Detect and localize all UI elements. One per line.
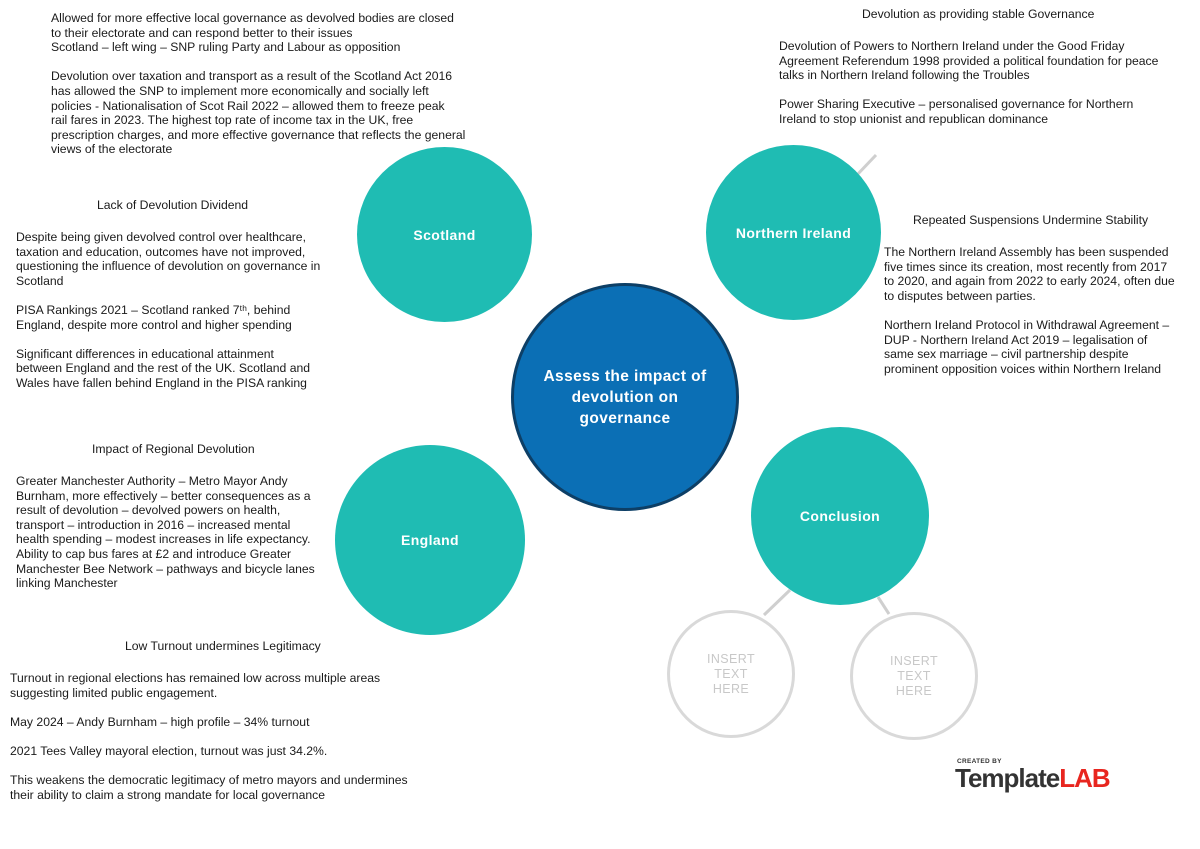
- stable-governance-heading: Devolution as providing stable Governance: [862, 7, 1095, 21]
- england-node: [335, 445, 525, 635]
- templatelab-logo: [955, 758, 1135, 798]
- turnout-body-text: Turnout in regional elections has remained low across multiple areas suggesting limited public engagement. May 2024 – Andy Burnham – high profile – 34% turnout 2021 Tees Valley mayoral election, turnout was just 34.2%. This weakens the democratic legitimacy of metro mayors and undermines their ability to claim a strong mandate for local governance: [10, 671, 408, 802]
- scotland-intro-text: Allowed for more effective local governance as devolved bodies are closed to their electorate and can respond better to their issues Scotland – left wing – SNP ruling Party and Labour as opposition Devolution over taxation and transport as a result of the Scotland Act 2016 has allowed the SNP to implement more economically and socially left policies - Nationalisation of Scot Rail 2022 – allowed them to freeze peak rail fares in 2023. The highest top rate of income tax in the UK, free prescription charges, and more effective governance that reflects the general views of the electorate: [51, 11, 466, 157]
- central-topic-label: Assess the impact of devolution on governance: [543, 367, 707, 427]
- logo-created-by: CREATED BY: [957, 758, 1002, 765]
- turnout-heading: Low Turnout undermines Legitimacy: [125, 639, 321, 653]
- dividend-heading: Lack of Devolution Dividend: [97, 198, 249, 212]
- conclusion-node: [751, 427, 929, 605]
- suspension-body-text: The Northern Ireland Assembly has been suspended five times since its creation, most recently from 2017 to 2020, and again from 2022 to early 2024, often due to disputes between parties. Northern Ireland Protocol in Withdrawal Agreement – DUP - Northern Ireland Act 2019 – legalisation of same sex marriage – civil partnership despite prominent opposition voices within Northern Ireland: [884, 245, 1175, 376]
- northern-ireland-node-label: Northern Ireland: [735, 224, 852, 241]
- stable-governance-body-text: Devolution of Powers to Northern Ireland under the Good Friday Agreement Referendum 1998 provided a political foundation for peace talks in Northern Ireland following the Troubles Power Sharing Executive – personalised governance for Northern Ireland to stop unionist and republican dominance: [779, 39, 1159, 126]
- placeholder-node-right: [850, 612, 978, 740]
- logo-template-text: Template: [955, 763, 1060, 793]
- logo-wordmark: [955, 763, 1110, 794]
- dividend-body-text: Despite being given devolved control over healthcare, taxation and education, outcomes have not improved, questioning the influence of devolution on governance in Scotland PISA Rankings 2021 – Scotland ranked 7ᵗʰ, behind England, despite more control and higher spending Significant differences in educational attainment between England and the rest of the UK. Scotland and Wales have fallen behind England in the PISA ranking: [16, 230, 321, 390]
- conclusion-node-label: Conclusion: [799, 508, 881, 524]
- scotland-node-label: Scotland: [413, 226, 476, 243]
- placeholder-right-text: INSERT TEXT HERE: [889, 653, 938, 698]
- suspension-heading: Repeated Suspensions Undermine Stability: [913, 213, 1149, 227]
- regional-devolution-body-text: Greater Manchester Authority – Metro Mayor Andy Burnham, more effectively – better consequences as a result of devolution – devolved powers on health, transport – introduction in 2016 – increased mental health spending – modest increases in life expectancy. Ability to cap bus fares at £2 and introduce Greater Manchester Bee Network – pathways and bicycle lanes linking Manchester: [16, 474, 315, 591]
- regional-devolution-heading: Impact of Regional Devolution: [92, 442, 255, 456]
- conclusion-left-connector: [764, 590, 790, 615]
- northern-ireland-node: [706, 145, 881, 320]
- placeholder-left-text: INSERT TEXT HERE: [706, 651, 755, 696]
- scotland-node: [357, 147, 532, 322]
- central-topic-node: [511, 283, 739, 511]
- england-node-label: England: [400, 532, 460, 548]
- ni-connector-line: [856, 155, 876, 176]
- placeholder-node-left: [667, 610, 795, 738]
- conclusion-right-connector: [878, 597, 889, 614]
- logo-lab-text: LAB: [1059, 763, 1110, 793]
